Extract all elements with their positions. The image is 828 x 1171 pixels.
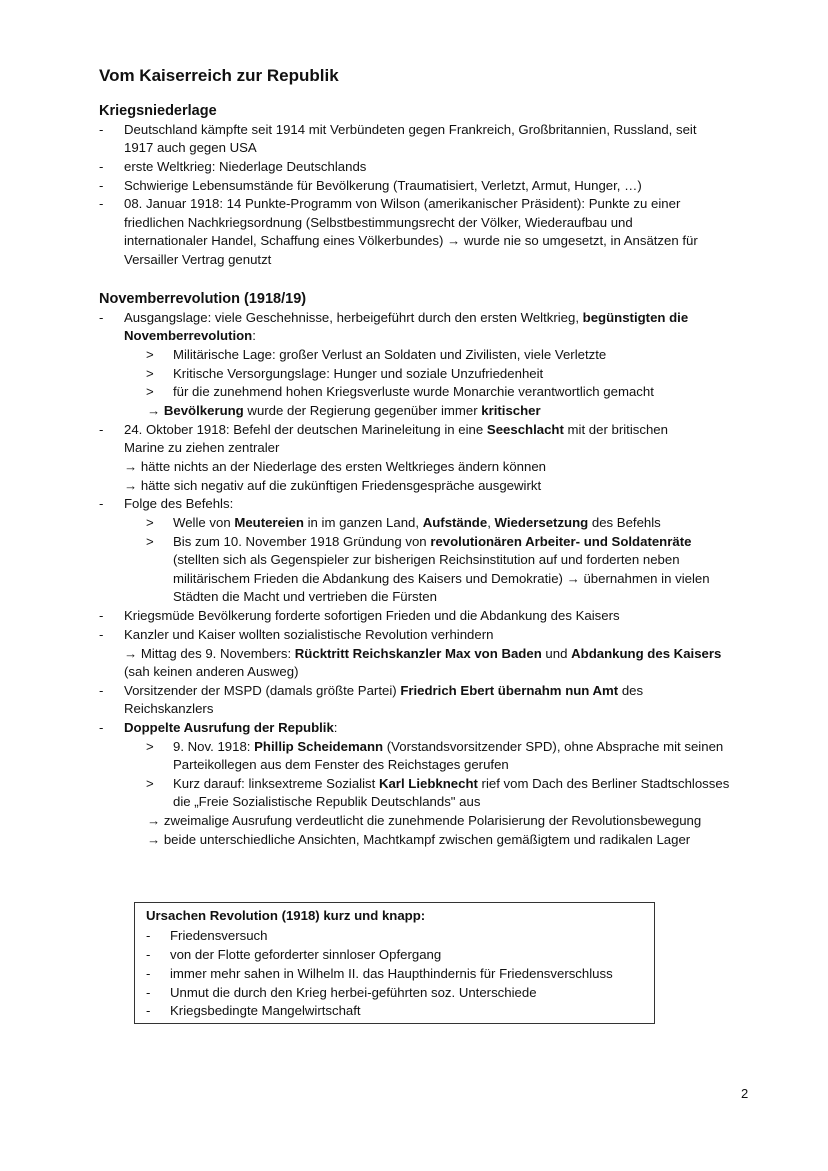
- bullet-dash: -: [99, 196, 104, 211]
- bullet-dash: -: [99, 683, 104, 698]
- bullet-dash: -: [99, 310, 104, 325]
- text-line: [173, 533, 691, 551]
- text-line: Folge des Befehls:: [124, 496, 234, 511]
- bold-text: Phillip Scheidemann: [254, 739, 384, 754]
- bold-text: Doppelte Ausrufung der Republik: [124, 720, 334, 735]
- text-span: Kurz darauf: linksextreme Sozialist: [173, 776, 379, 791]
- text-line: [124, 682, 643, 700]
- text-line: für die zunehmend hohen Kriegsverluste wurde Monarchie verantwortlich gemacht: [173, 384, 654, 399]
- text-line: Schwierige Lebensumstände für Bevölkerung (Traumatisiert, Verletzt, Armut, Hunger, …): [124, 178, 642, 193]
- bold-text: Aufstände: [422, 515, 488, 530]
- bold-text: Karl Liebknecht: [378, 776, 478, 791]
- section-heading-novemberrevolution: Novemberrevolution (1918/19): [99, 291, 307, 307]
- text-line: militärischem Frieden die Abdankung des Kaisers und Demokratie) → übernahmen in vielen: [173, 571, 710, 586]
- bold-text: Friedrich Ebert übernahm nun Amt: [400, 683, 619, 698]
- summary-box-title: Ursachen Revolution (1918) kurz und knapp:: [146, 908, 426, 923]
- bold-text: begünstigten die: [582, 310, 689, 325]
- text-line: Reichskanzlers: [124, 701, 214, 716]
- bullet-dash: -: [99, 496, 104, 511]
- text-line: [147, 402, 541, 420]
- bullet-dash: -: [99, 608, 104, 623]
- bold-text: Seeschlacht: [486, 422, 564, 437]
- text-span: rief vom Dach des Berliner Stadtschlosses: [477, 776, 730, 791]
- text-line: Militärische Lage: großer Verlust an Soldaten und Zivilisten, viele Verletzte: [173, 347, 607, 362]
- text-line: Marine zu ziehen zentraler: [124, 440, 280, 455]
- bold-text: Wiedersetzung: [494, 515, 589, 530]
- bullet-dash: -: [99, 627, 104, 642]
- text-line: Kritische Versorgungslage: Hunger und soziale Unzufriedenheit: [173, 366, 544, 381]
- text-line: → beide unterschiedliche Ansichten, Machtkampf zwischen gemäßigtem und radikalen Lager: [147, 832, 691, 847]
- bullet-gt: >: [146, 384, 154, 399]
- bold-text: kritischer: [481, 403, 541, 418]
- bullet-gt: >: [146, 347, 154, 362]
- text-line: friedlichen Nachkriegsordnung (Selbstbestimmungsrecht der Völker, Wiederaufbau und: [124, 215, 633, 230]
- text-line: Deutschland kämpfte seit 1914 mit Verbündeten gegen Frankreich, Großbritannien, Russland, seit: [124, 122, 697, 137]
- text-span: 9. Nov. 1918:: [173, 739, 255, 754]
- bullet-gt: >: [146, 366, 154, 381]
- text-line: [173, 775, 729, 793]
- text-span: Ausgangslage: viele Geschehnisse, herbeigeführt durch den ersten Weltkrieg,: [124, 310, 583, 325]
- page-title: Vom Kaiserreich zur Republik: [99, 66, 339, 85]
- text-span: des: [618, 683, 644, 698]
- text-span: mit der britischen: [563, 422, 668, 437]
- text-line: Versailler Vertrag genutzt: [124, 252, 272, 267]
- text-line: → hätte sich negativ auf die zukünftigen Friedensgespräche ausgewirkt: [124, 478, 542, 493]
- bold-text: revolutionären Arbeiter- und Soldatenräte: [430, 534, 692, 549]
- text-span: Bis zum 10. November 1918 Gründung von: [173, 534, 431, 549]
- text-span: Welle von: [173, 515, 235, 530]
- text-line: [124, 645, 721, 663]
- bullet-gt: >: [146, 776, 154, 791]
- text-span: Vorsitzender der MSPD (damals größte Partei): [124, 683, 401, 698]
- text-line: Kriegsmüde Bevölkerung forderte sofortigen Frieden und die Abdankung des Kaisers: [124, 608, 620, 623]
- text-line: (sah keinen anderen Ausweg): [124, 664, 299, 679]
- text-line: die „Freie Sozialistische Republik Deutschlands" aus: [173, 794, 481, 809]
- text-span: (Vorstandsvorsitzender SPD), ohne Absprache mit seinen: [383, 739, 724, 754]
- page-number: 2: [741, 1086, 749, 1101]
- summary-list-item: Friedensversuch: [170, 928, 268, 943]
- bold-text: Rücktritt Reichskanzler Max von Baden: [294, 646, 542, 661]
- bullet-dash: -: [99, 122, 104, 137]
- text-span: wurde der Regierung gegenüber immer: [243, 403, 482, 418]
- text-line: 1917 auch gegen USA: [124, 140, 257, 155]
- bullet-gt: >: [146, 739, 154, 754]
- text-span: :: [252, 328, 256, 343]
- text-line: Kanzler und Kaiser wollten sozialistische Revolution verhindern: [124, 627, 494, 642]
- text-span: in im ganzen Land,: [303, 515, 423, 530]
- text-line: [173, 738, 723, 756]
- bullet-dash: -: [146, 928, 151, 943]
- text-span: 24. Oktober 1918: Befehl der deutschen Marineleitung in eine: [124, 422, 487, 437]
- bullet-dash: -: [146, 966, 151, 981]
- bullet-gt: >: [146, 515, 154, 530]
- text-line: Städten die Macht und vertrieben die Fürsten: [173, 589, 437, 604]
- text-line: 08. Januar 1918: 14 Punkte-Programm von Wilson (amerikanischer Präsident): Punkte zu einer: [124, 196, 681, 211]
- bold-text: Bevölkerung: [163, 403, 244, 418]
- summary-list-item: immer mehr sahen in Wilhelm II. das Haupthindernis für Friedensverschluss: [170, 966, 613, 981]
- text-line: [124, 327, 256, 345]
- text-line: → zweimalige Ausrufung verdeutlicht die zunehmende Polarisierung der Revolutionsbewegung: [147, 813, 702, 828]
- text-line: erste Weltkrieg: Niederlage Deutschlands: [124, 159, 367, 174]
- text-span: :: [333, 720, 338, 735]
- bullet-dash: -: [99, 178, 104, 193]
- bullet-dash: -: [99, 422, 104, 437]
- bold-text: Novemberrevolution: [124, 328, 253, 343]
- text-line: [124, 421, 668, 439]
- bullet-dash: -: [146, 1003, 151, 1018]
- bullet-gt: >: [146, 534, 154, 549]
- summary-list-item: Kriegsbedingte Mangelwirtschaft: [170, 1003, 361, 1018]
- text-line: internationaler Handel, Schaffung eines Völkerbundes) → wurde nie so umgesetzt, in Ansätzen für: [124, 233, 698, 248]
- bold-text: Meutereien: [234, 515, 304, 530]
- bullet-dash: -: [146, 985, 151, 1000]
- text-line: [124, 719, 337, 737]
- text-span: → Mittag des 9. Novembers:: [124, 646, 295, 661]
- text-span: des Befehls: [588, 515, 661, 530]
- bullet-dash: -: [99, 159, 104, 174]
- section-heading-kriegsniederlage: Kriegsniederlage: [99, 103, 217, 119]
- bullet-dash: -: [146, 947, 151, 962]
- text-span: und: [541, 646, 572, 661]
- text-line: (stellten sich als Gegenspieler zur bisherigen Reichsinstitution auf und forderten neben: [173, 552, 680, 567]
- text-span: ,: [487, 515, 495, 530]
- text-span: →: [147, 403, 164, 418]
- bold-text: Abdankung des Kaisers: [571, 646, 722, 661]
- text-line: Parteikollegen aus dem Fenster des Reichstages gerufen: [173, 757, 509, 772]
- summary-list-item: Unmut die durch den Krieg herbei-geführten soz. Unterschiede: [170, 985, 537, 1000]
- text-line: [124, 309, 688, 327]
- bullet-dash: -: [99, 720, 104, 735]
- text-line: [173, 514, 661, 532]
- summary-list-item: von der Flotte geforderter sinnloser Opfergang: [170, 947, 442, 962]
- text-line: → hätte nichts an der Niederlage des ersten Weltkrieges ändern können: [124, 459, 547, 474]
